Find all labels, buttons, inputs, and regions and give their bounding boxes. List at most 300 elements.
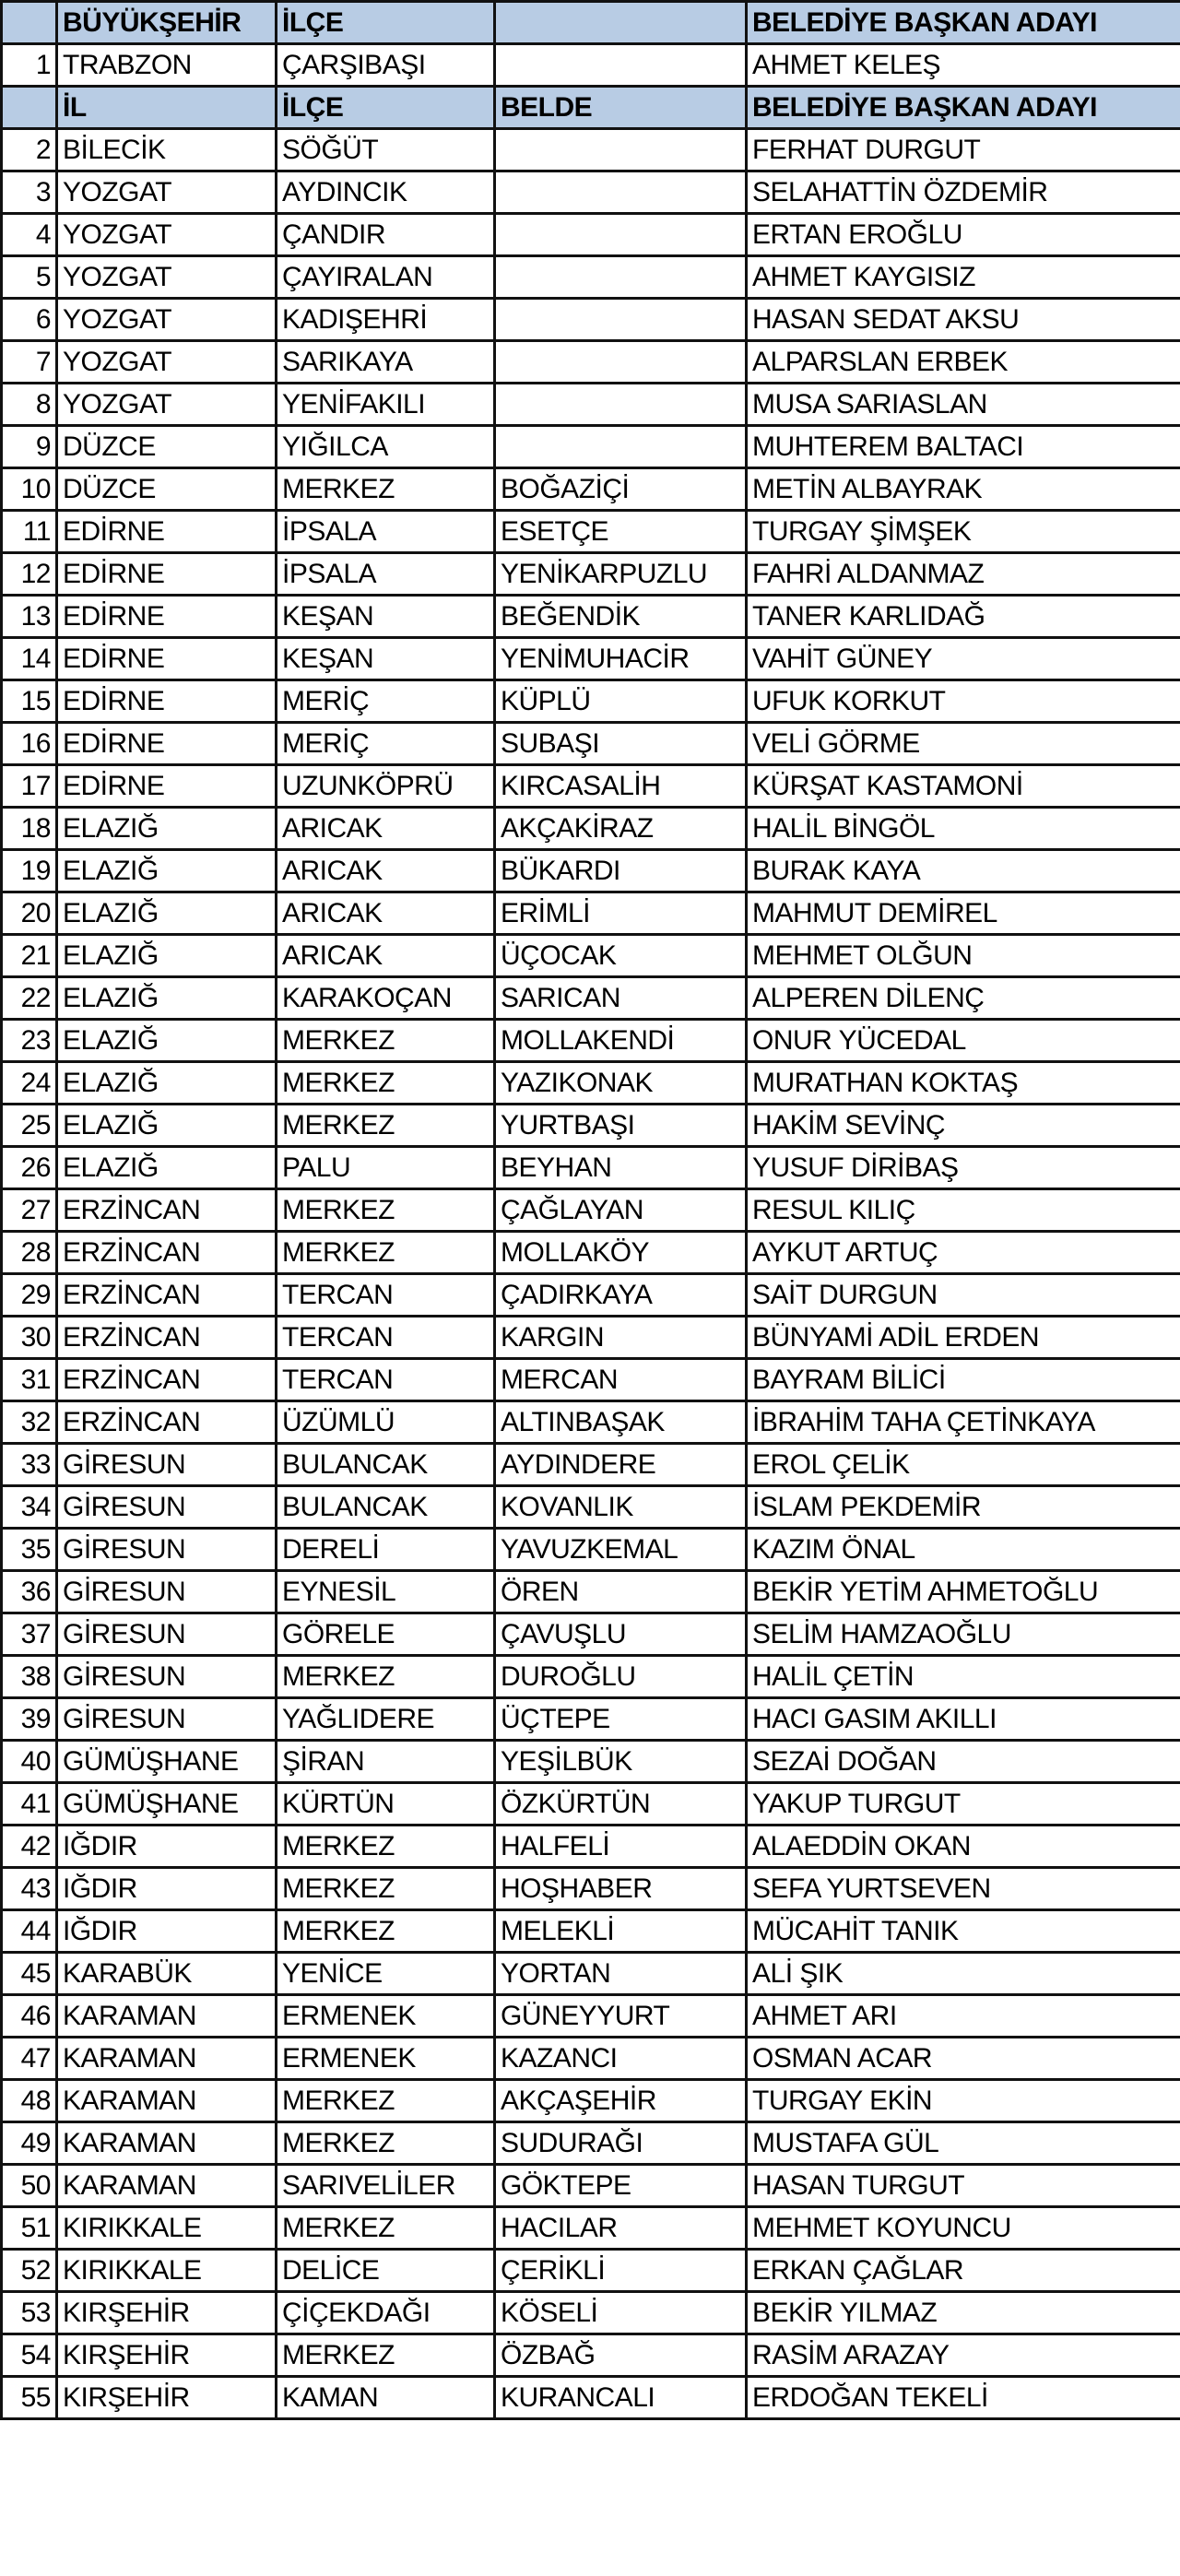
- cell-belde: MOLLAKENDİ: [495, 1020, 747, 1062]
- cell-ilce: UZUNKÖPRÜ: [277, 765, 495, 808]
- cell-belde: KÜPLÜ: [495, 680, 747, 723]
- cell-candidate: MAHMUT DEMİREL: [747, 892, 1180, 935]
- cell-il: YOZGAT: [57, 214, 277, 256]
- cell-ilce: MERKEZ: [277, 2122, 495, 2165]
- cell-buyuksehir: TRABZON: [57, 44, 277, 87]
- cell-candidate: AHMET KAYGISIZ: [747, 256, 1180, 299]
- cell-number: 8: [2, 384, 57, 426]
- cell-ilce: KEŞAN: [277, 596, 495, 638]
- cell-il: DÜZCE: [57, 468, 277, 511]
- cell-empty: [495, 44, 747, 87]
- cell-candidate: YAKUP TURGUT: [747, 1783, 1180, 1826]
- table-row: [2, 299, 1180, 341]
- cell-ilce: MERKEZ: [277, 1910, 495, 1953]
- cell-il: GÜMÜŞHANE: [57, 1741, 277, 1783]
- cell-number: 29: [2, 1274, 57, 1317]
- cell-number: 37: [2, 1613, 57, 1656]
- header-cell-empty: [495, 2, 747, 44]
- cell-number: 16: [2, 723, 57, 765]
- cell-belde: SARICAN: [495, 977, 747, 1020]
- table-row: [2, 638, 1180, 680]
- cell-number: 44: [2, 1910, 57, 1953]
- cell-il: ELAZIĞ: [57, 1020, 277, 1062]
- cell-candidate: KAZIM ÖNAL: [747, 1529, 1180, 1571]
- table-row: [2, 1147, 1180, 1189]
- cell-belde: YORTAN: [495, 1953, 747, 1995]
- cell-belde: [495, 129, 747, 171]
- cell-il: KARABÜK: [57, 1953, 277, 1995]
- cell-number: 27: [2, 1189, 57, 1232]
- cell-candidate: AHMET KELEŞ: [747, 44, 1180, 87]
- table-row: [2, 680, 1180, 723]
- cell-il: GİRESUN: [57, 1571, 277, 1613]
- cell-il: ERZİNCAN: [57, 1189, 277, 1232]
- cell-ilce: ÇAYIRALAN: [277, 256, 495, 299]
- cell-ilce: MERKEZ: [277, 1826, 495, 1868]
- cell-candidate: İBRAHİM TAHA ÇETİNKAYA: [747, 1401, 1180, 1444]
- table-row: [2, 2250, 1180, 2292]
- cell-belde: YENİMUHACİR: [495, 638, 747, 680]
- cell-candidate: ALPEREN DİLENÇ: [747, 977, 1180, 1020]
- table-row: [2, 44, 1180, 87]
- header-cell-buyuksehir: BÜYÜKŞEHİR: [57, 2, 277, 44]
- il-header-row: [2, 87, 1180, 129]
- table-row: [2, 2377, 1180, 2419]
- cell-ilce: MERİÇ: [277, 723, 495, 765]
- cell-candidate: SEFA YURTSEVEN: [747, 1868, 1180, 1910]
- cell-number: 24: [2, 1062, 57, 1105]
- cell-number: 15: [2, 680, 57, 723]
- cell-il: KIRIKKALE: [57, 2250, 277, 2292]
- cell-number: 19: [2, 850, 57, 892]
- cell-belde: ÜÇTEPE: [495, 1698, 747, 1741]
- table-row: [2, 2122, 1180, 2165]
- cell-number: 12: [2, 553, 57, 596]
- table-row: [2, 1571, 1180, 1613]
- header-cell-candidate: BELEDİYE BAŞKAN ADAYI: [747, 2, 1180, 44]
- table-row: [2, 426, 1180, 468]
- cell-ilce: DELİCE: [277, 2250, 495, 2292]
- cell-il: EDİRNE: [57, 680, 277, 723]
- cell-il: YOZGAT: [57, 341, 277, 384]
- table-row: [2, 2292, 1180, 2334]
- cell-ilce: GÖRELE: [277, 1613, 495, 1656]
- cell-candidate: MEHMET OLĞUN: [747, 935, 1180, 977]
- cell-il: EDİRNE: [57, 765, 277, 808]
- cell-number: 47: [2, 2038, 57, 2080]
- cell-candidate: BÜNYAMİ ADİL ERDEN: [747, 1317, 1180, 1359]
- cell-number: 52: [2, 2250, 57, 2292]
- cell-ilce: TERCAN: [277, 1359, 495, 1401]
- cell-il: KARAMAN: [57, 2038, 277, 2080]
- cell-belde: SUDURAĞI: [495, 2122, 747, 2165]
- table-row: [2, 1359, 1180, 1401]
- cell-ilce: MERKEZ: [277, 1189, 495, 1232]
- cell-candidate: ALİ ŞIK: [747, 1953, 1180, 1995]
- cell-number: 6: [2, 299, 57, 341]
- cell-il: KIRIKKALE: [57, 2207, 277, 2250]
- cell-il: EDİRNE: [57, 723, 277, 765]
- cell-ilce: ERMENEK: [277, 1995, 495, 2038]
- cell-ilce: KAMAN: [277, 2377, 495, 2419]
- cell-number: 9: [2, 426, 57, 468]
- cell-number: 42: [2, 1826, 57, 1868]
- cell-il: ELAZIĞ: [57, 935, 277, 977]
- cell-candidate: MUSTAFA GÜL: [747, 2122, 1180, 2165]
- cell-il: EDİRNE: [57, 638, 277, 680]
- cell-il: ERZİNCAN: [57, 1359, 277, 1401]
- cell-candidate: HACI GASIM AKILLI: [747, 1698, 1180, 1741]
- cell-number: 11: [2, 511, 57, 553]
- cell-candidate: ONUR YÜCEDAL: [747, 1020, 1180, 1062]
- cell-belde: YEŞİLBÜK: [495, 1741, 747, 1783]
- header-cell-number: [2, 2, 57, 44]
- cell-ilce: EYNESİL: [277, 1571, 495, 1613]
- cell-number: 23: [2, 1020, 57, 1062]
- cell-ilce: ÇİÇEKDAĞI: [277, 2292, 495, 2334]
- cell-ilce: ARICAK: [277, 850, 495, 892]
- table-row: [2, 596, 1180, 638]
- table-row: [2, 808, 1180, 850]
- cell-il: KARAMAN: [57, 2122, 277, 2165]
- cell-ilce: ÜZÜMLÜ: [277, 1401, 495, 1444]
- table-row: [2, 2165, 1180, 2207]
- cell-number: 34: [2, 1486, 57, 1529]
- cell-belde: GÖKTEPE: [495, 2165, 747, 2207]
- cell-number: 26: [2, 1147, 57, 1189]
- cell-il: KIRŞEHİR: [57, 2334, 277, 2377]
- cell-number: 32: [2, 1401, 57, 1444]
- cell-belde: ERİMLİ: [495, 892, 747, 935]
- cell-ilce: ERMENEK: [277, 2038, 495, 2080]
- cell-candidate: ERTAN EROĞLU: [747, 214, 1180, 256]
- cell-ilce: DERELİ: [277, 1529, 495, 1571]
- cell-belde: GÜNEYYURT: [495, 1995, 747, 2038]
- cell-number: 40: [2, 1741, 57, 1783]
- cell-belde: BÜKARDI: [495, 850, 747, 892]
- cell-candidate: UFUK KORKUT: [747, 680, 1180, 723]
- cell-ilce: MERKEZ: [277, 1105, 495, 1147]
- cell-belde: BEĞENDİK: [495, 596, 747, 638]
- cell-candidate: HAKİM SEVİNÇ: [747, 1105, 1180, 1147]
- cell-il: KARAMAN: [57, 2165, 277, 2207]
- cell-il: EDİRNE: [57, 596, 277, 638]
- table-row: [2, 1656, 1180, 1698]
- cell-il: GİRESUN: [57, 1613, 277, 1656]
- cell-ilce: AYDINCIK: [277, 171, 495, 214]
- cell-il: ERZİNCAN: [57, 1232, 277, 1274]
- cell-belde: ALTINBAŞAK: [495, 1401, 747, 1444]
- cell-ilce: MERKEZ: [277, 1062, 495, 1105]
- table-row: [2, 2038, 1180, 2080]
- cell-number: 35: [2, 1529, 57, 1571]
- cell-candidate: ERDOĞAN TEKELİ: [747, 2377, 1180, 2419]
- cell-il: EDİRNE: [57, 511, 277, 553]
- cell-il: GİRESUN: [57, 1444, 277, 1486]
- cell-il: YOZGAT: [57, 256, 277, 299]
- cell-il: IĞDIR: [57, 1868, 277, 1910]
- cell-candidate: TURGAY EKİN: [747, 2080, 1180, 2122]
- cell-number: 10: [2, 468, 57, 511]
- cell-number: 49: [2, 2122, 57, 2165]
- table-row: [2, 1401, 1180, 1444]
- cell-ilce: MERKEZ: [277, 2080, 495, 2122]
- cell-il: ELAZIĞ: [57, 977, 277, 1020]
- table-row: [2, 850, 1180, 892]
- table-row: [2, 977, 1180, 1020]
- cell-il: EDİRNE: [57, 553, 277, 596]
- cell-il: GİRESUN: [57, 1698, 277, 1741]
- cell-number: 20: [2, 892, 57, 935]
- cell-candidate: MEHMET KOYUNCU: [747, 2207, 1180, 2250]
- cell-candidate: MUHTEREM BALTACI: [747, 426, 1180, 468]
- table-row: [2, 1529, 1180, 1571]
- cell-candidate: AHMET ARI: [747, 1995, 1180, 2038]
- cell-candidate: BURAK KAYA: [747, 850, 1180, 892]
- cell-belde: KOVANLIK: [495, 1486, 747, 1529]
- cell-belde: KAZANCI: [495, 2038, 747, 2080]
- cell-il: GİRESUN: [57, 1529, 277, 1571]
- cell-ilce: MERKEZ: [277, 1232, 495, 1274]
- cell-number: 33: [2, 1444, 57, 1486]
- cell-number: 21: [2, 935, 57, 977]
- cell-il: ELAZIĞ: [57, 808, 277, 850]
- cell-il: KARAMAN: [57, 1995, 277, 2038]
- cell-ilce: MERKEZ: [277, 468, 495, 511]
- cell-belde: [495, 341, 747, 384]
- cell-il: ERZİNCAN: [57, 1401, 277, 1444]
- cell-belde: ÇERİKLİ: [495, 2250, 747, 2292]
- cell-ilce: MERKEZ: [277, 2334, 495, 2377]
- cell-number: 2: [2, 129, 57, 171]
- cell-belde: AKÇAŞEHİR: [495, 2080, 747, 2122]
- cell-candidate: TANER KARLIDAĞ: [747, 596, 1180, 638]
- cell-belde: [495, 256, 747, 299]
- cell-ilce: KARAKOÇAN: [277, 977, 495, 1020]
- cell-ilce: KEŞAN: [277, 638, 495, 680]
- cell-number: 41: [2, 1783, 57, 1826]
- cell-ilce: BULANCAK: [277, 1444, 495, 1486]
- cell-belde: ÇAVUŞLU: [495, 1613, 747, 1656]
- cell-number: 1: [2, 44, 57, 87]
- cell-ilce: İPSALA: [277, 553, 495, 596]
- cell-belde: HACILAR: [495, 2207, 747, 2250]
- cell-il: DÜZCE: [57, 426, 277, 468]
- cell-number: 48: [2, 2080, 57, 2122]
- cell-belde: MELEKLİ: [495, 1910, 747, 1953]
- table-row: [2, 214, 1180, 256]
- table-row: [2, 1020, 1180, 1062]
- table-row: [2, 1741, 1180, 1783]
- cell-belde: [495, 171, 747, 214]
- cell-il: KIRŞEHİR: [57, 2377, 277, 2419]
- cell-candidate: KÜRŞAT KASTAMONİ: [747, 765, 1180, 808]
- cell-number: 43: [2, 1868, 57, 1910]
- cell-belde: KIRCASALİH: [495, 765, 747, 808]
- cell-il: IĞDIR: [57, 1910, 277, 1953]
- table-row: [2, 171, 1180, 214]
- table-row: [2, 1910, 1180, 1953]
- cell-candidate: HALİL BİNGÖL: [747, 808, 1180, 850]
- cell-number: 22: [2, 977, 57, 1020]
- cell-ilce: SARIVELİLER: [277, 2165, 495, 2207]
- cell-il: YOZGAT: [57, 384, 277, 426]
- table-row: [2, 1274, 1180, 1317]
- cell-belde: [495, 214, 747, 256]
- cell-ilce: MERİÇ: [277, 680, 495, 723]
- table-row: [2, 511, 1180, 553]
- cell-belde: ÖREN: [495, 1571, 747, 1613]
- cell-ilce: ÇANDIR: [277, 214, 495, 256]
- cell-number: 31: [2, 1359, 57, 1401]
- cell-candidate: HALİL ÇETİN: [747, 1656, 1180, 1698]
- header-cell-ilce: İLÇE: [277, 87, 495, 129]
- cell-belde: ÇAĞLAYAN: [495, 1189, 747, 1232]
- table-row: [2, 1105, 1180, 1147]
- cell-candidate: HASAN SEDAT AKSU: [747, 299, 1180, 341]
- cell-candidate: MURATHAN KOKTAŞ: [747, 1062, 1180, 1105]
- cell-belde: AKÇAKİRAZ: [495, 808, 747, 850]
- cell-belde: YAVUZKEMAL: [495, 1529, 747, 1571]
- cell-ilce: TERCAN: [277, 1274, 495, 1317]
- table-row: [2, 2334, 1180, 2377]
- cell-number: 36: [2, 1571, 57, 1613]
- cell-ilce: MERKEZ: [277, 2207, 495, 2250]
- header-cell-il: İL: [57, 87, 277, 129]
- cell-ilce: YENİFAKILI: [277, 384, 495, 426]
- cell-il: YOZGAT: [57, 171, 277, 214]
- cell-candidate: AYKUT ARTUÇ: [747, 1232, 1180, 1274]
- cell-ilce: YAĞLIDERE: [277, 1698, 495, 1741]
- table-row: [2, 892, 1180, 935]
- table-row: [2, 341, 1180, 384]
- table-row: [2, 1486, 1180, 1529]
- cell-candidate: TURGAY ŞİMŞEK: [747, 511, 1180, 553]
- cell-ilce: ŞİRAN: [277, 1741, 495, 1783]
- cell-ilce: İPSALA: [277, 511, 495, 553]
- cell-belde: HALFELİ: [495, 1826, 747, 1868]
- cell-il: ELAZIĞ: [57, 1105, 277, 1147]
- cell-candidate: BAYRAM BİLİCİ: [747, 1359, 1180, 1401]
- cell-belde: ÇADIRKAYA: [495, 1274, 747, 1317]
- cell-candidate: VELİ GÖRME: [747, 723, 1180, 765]
- table-row: [2, 1953, 1180, 1995]
- cell-candidate: FAHRİ ALDANMAZ: [747, 553, 1180, 596]
- table-row: [2, 256, 1180, 299]
- cell-belde: HOŞHABER: [495, 1868, 747, 1910]
- table-row: [2, 935, 1180, 977]
- cell-il: GİRESUN: [57, 1486, 277, 1529]
- cell-il: KARAMAN: [57, 2080, 277, 2122]
- cell-belde: ÖZBAĞ: [495, 2334, 747, 2377]
- cell-candidate: RESUL KILIÇ: [747, 1189, 1180, 1232]
- cell-ilce: YIĞILCA: [277, 426, 495, 468]
- cell-belde: SUBAŞI: [495, 723, 747, 765]
- cell-number: 53: [2, 2292, 57, 2334]
- table-row: [2, 1826, 1180, 1868]
- cell-candidate: HASAN TURGUT: [747, 2165, 1180, 2207]
- cell-belde: KARGIN: [495, 1317, 747, 1359]
- cell-ilce: ARICAK: [277, 935, 495, 977]
- cell-candidate: SEZAİ DOĞAN: [747, 1741, 1180, 1783]
- table-row: [2, 1232, 1180, 1274]
- cell-il: ELAZIĞ: [57, 1062, 277, 1105]
- cell-candidate: BEKİR YILMAZ: [747, 2292, 1180, 2334]
- cell-candidate: FERHAT DURGUT: [747, 129, 1180, 171]
- cell-candidate: ERKAN ÇAĞLAR: [747, 2250, 1180, 2292]
- cell-ilce: SÖĞÜT: [277, 129, 495, 171]
- cell-ilce: KADIŞEHRİ: [277, 299, 495, 341]
- cell-candidate: BEKİR YETİM AHMETOĞLU: [747, 1571, 1180, 1613]
- cell-belde: MOLLAKÖY: [495, 1232, 747, 1274]
- table-row: [2, 553, 1180, 596]
- cell-ilce: TERCAN: [277, 1317, 495, 1359]
- table-row: [2, 1062, 1180, 1105]
- cell-number: 54: [2, 2334, 57, 2377]
- cell-number: 30: [2, 1317, 57, 1359]
- table-row: [2, 1189, 1180, 1232]
- candidate-table-body: [2, 2, 1180, 2419]
- cell-candidate: İSLAM PEKDEMİR: [747, 1486, 1180, 1529]
- cell-il: ELAZIĞ: [57, 1147, 277, 1189]
- cell-candidate: VAHİT GÜNEY: [747, 638, 1180, 680]
- cell-candidate: YUSUF DİRİBAŞ: [747, 1147, 1180, 1189]
- cell-il: YOZGAT: [57, 299, 277, 341]
- cell-il: GÜMÜŞHANE: [57, 1783, 277, 1826]
- cell-number: 4: [2, 214, 57, 256]
- cell-il: BİLECİK: [57, 129, 277, 171]
- cell-belde: DUROĞLU: [495, 1656, 747, 1698]
- cell-candidate: SELAHATTİN ÖZDEMİR: [747, 171, 1180, 214]
- cell-number: 7: [2, 341, 57, 384]
- cell-candidate: SAİT DURGUN: [747, 1274, 1180, 1317]
- table-row: [2, 1783, 1180, 1826]
- cell-belde: ÖZKÜRTÜN: [495, 1783, 747, 1826]
- cell-number: 46: [2, 1995, 57, 2038]
- cell-il: ELAZIĞ: [57, 850, 277, 892]
- cell-belde: ÜÇOCAK: [495, 935, 747, 977]
- cell-candidate: OSMAN ACAR: [747, 2038, 1180, 2080]
- cell-candidate: METİN ALBAYRAK: [747, 468, 1180, 511]
- cell-belde: BOĞAZİÇİ: [495, 468, 747, 511]
- cell-ilce: KÜRTÜN: [277, 1783, 495, 1826]
- cell-ilce: YENİCE: [277, 1953, 495, 1995]
- cell-number: 13: [2, 596, 57, 638]
- cell-number: 50: [2, 2165, 57, 2207]
- header-cell-belde: BELDE: [495, 87, 747, 129]
- cell-belde: BEYHAN: [495, 1147, 747, 1189]
- cell-belde: KÖSELİ: [495, 2292, 747, 2334]
- header-cell-candidate: BELEDİYE BAŞKAN ADAYI: [747, 87, 1180, 129]
- cell-number: 18: [2, 808, 57, 850]
- cell-ilce: ARICAK: [277, 808, 495, 850]
- cell-candidate: SELİM HAMZAOĞLU: [747, 1613, 1180, 1656]
- table-row: [2, 129, 1180, 171]
- cell-number: 38: [2, 1656, 57, 1698]
- cell-ilce: MERKEZ: [277, 1656, 495, 1698]
- table-row: [2, 1444, 1180, 1486]
- table-row: [2, 765, 1180, 808]
- cell-il: IĞDIR: [57, 1826, 277, 1868]
- cell-candidate: RASİM ARAZAY: [747, 2334, 1180, 2377]
- cell-number: 51: [2, 2207, 57, 2250]
- cell-candidate: EROL ÇELİK: [747, 1444, 1180, 1486]
- cell-belde: YURTBAŞI: [495, 1105, 747, 1147]
- cell-candidate: MÜCAHİT TANIK: [747, 1910, 1180, 1953]
- cell-candidate: ALPARSLAN ERBEK: [747, 341, 1180, 384]
- cell-number: 55: [2, 2377, 57, 2419]
- cell-il: ELAZIĞ: [57, 892, 277, 935]
